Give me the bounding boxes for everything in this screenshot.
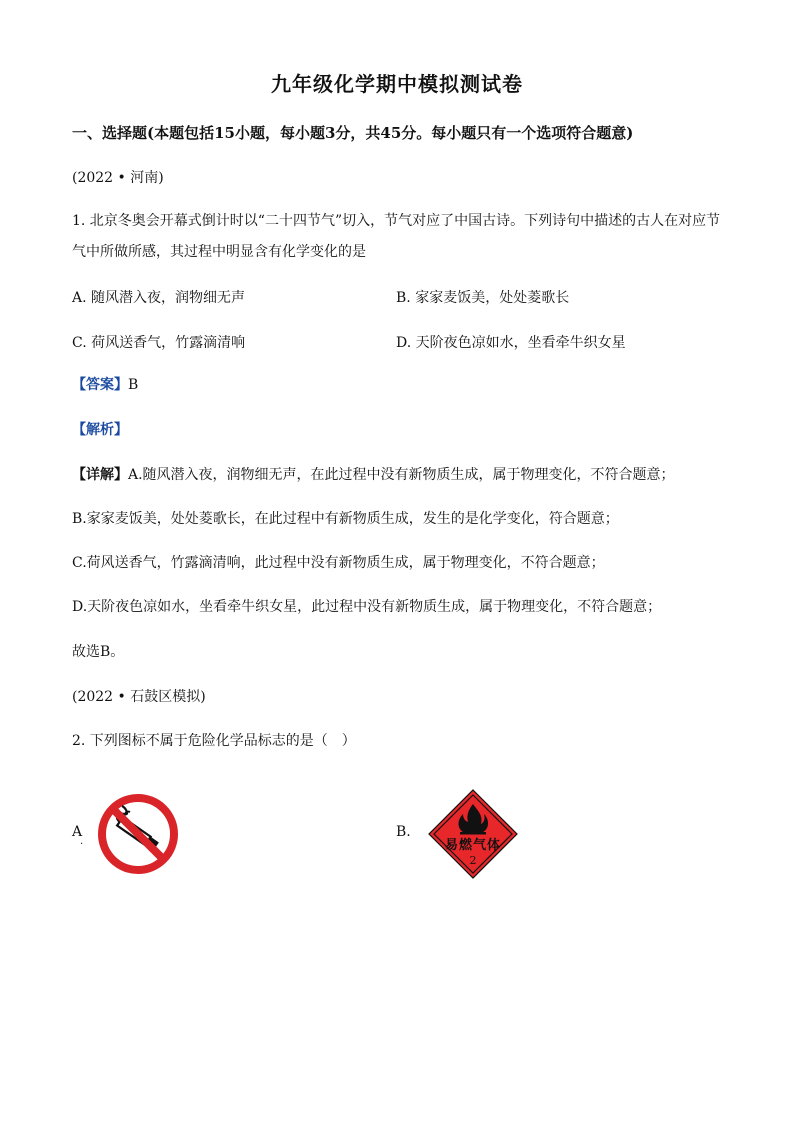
answer-value: B — [128, 377, 139, 393]
q2-stem: 2. 下列图标不属于危险化学品标志的是（ ） — [72, 733, 356, 749]
q1-option-d: D. 天阶夜色凉如水，坐看牵牛织女星 — [396, 335, 626, 351]
detail-text-a: A.随风潜入夜，润物细无声，在此过程中没有新物质生成，属于物理变化，不符合题意； — [128, 467, 675, 483]
analysis-tag: 【解析】 — [72, 422, 128, 438]
q2-option-a-label: A — [72, 824, 83, 840]
q1-detail-line4: D.天阶夜色凉如水，坐看牵牛织女星，此过程中没有新物质生成，属于物理变化，不符合题意； — [72, 599, 662, 615]
page-title: 九年级化学期中模拟测试卷 — [271, 72, 523, 96]
q1-option-b: B. 家家麦饭美，处处菱歌长 — [396, 290, 570, 306]
q1-detail-line3: C.荷风送香气，竹露滴清响，此过程中没有新物质生成，属于物理变化，不符合题意； — [72, 555, 605, 571]
q2-source: (2022 • 石鼓区模拟) — [72, 689, 206, 705]
q1-detail-line2: B.家家麦饭美，处处菱歌长，在此过程中有新物质生成，发生的是化学变化，符合题意； — [72, 511, 619, 527]
q1-stem-line2: 气中所做所感，其过程中明显含有化学变化的是 — [72, 244, 366, 260]
section-heading: 一、选择题(本题包括15小题，每小题3分，共45分。每小题只有一个选项符合题意) — [72, 124, 634, 142]
q1-source: (2022 • 河南) — [72, 170, 164, 186]
flammable-gas-label: 易燃气体 — [444, 838, 501, 853]
q1-stem-line1: 1. 北京冬奥会开幕式倒计时以“二十四节气”切入，节气对应了中国古诗。下列诗句中描述的古人在对应节 — [72, 213, 721, 229]
q2-option-a-dot: . — [80, 836, 84, 847]
q2-option-b-label: B. — [396, 824, 411, 840]
q1-conclusion: 故选B。 — [72, 644, 125, 660]
q1-option-a: A. 随风潜入夜，润物细无声 — [72, 290, 246, 306]
no-smoking-sign-icon — [96, 792, 180, 876]
answer-tag: 【答案】 — [72, 377, 128, 393]
q1-answer — [72, 375, 138, 395]
q1-analysis-heading — [72, 420, 128, 440]
flammable-gas-sign — [423, 784, 523, 884]
detail-tag: 【详解】 — [72, 467, 128, 483]
hazard-class-number: 2 — [469, 854, 477, 867]
q1-option-c: C. 荷风送香气，竹露滴清响 — [72, 335, 246, 351]
q1-detail-line1 — [72, 465, 675, 485]
